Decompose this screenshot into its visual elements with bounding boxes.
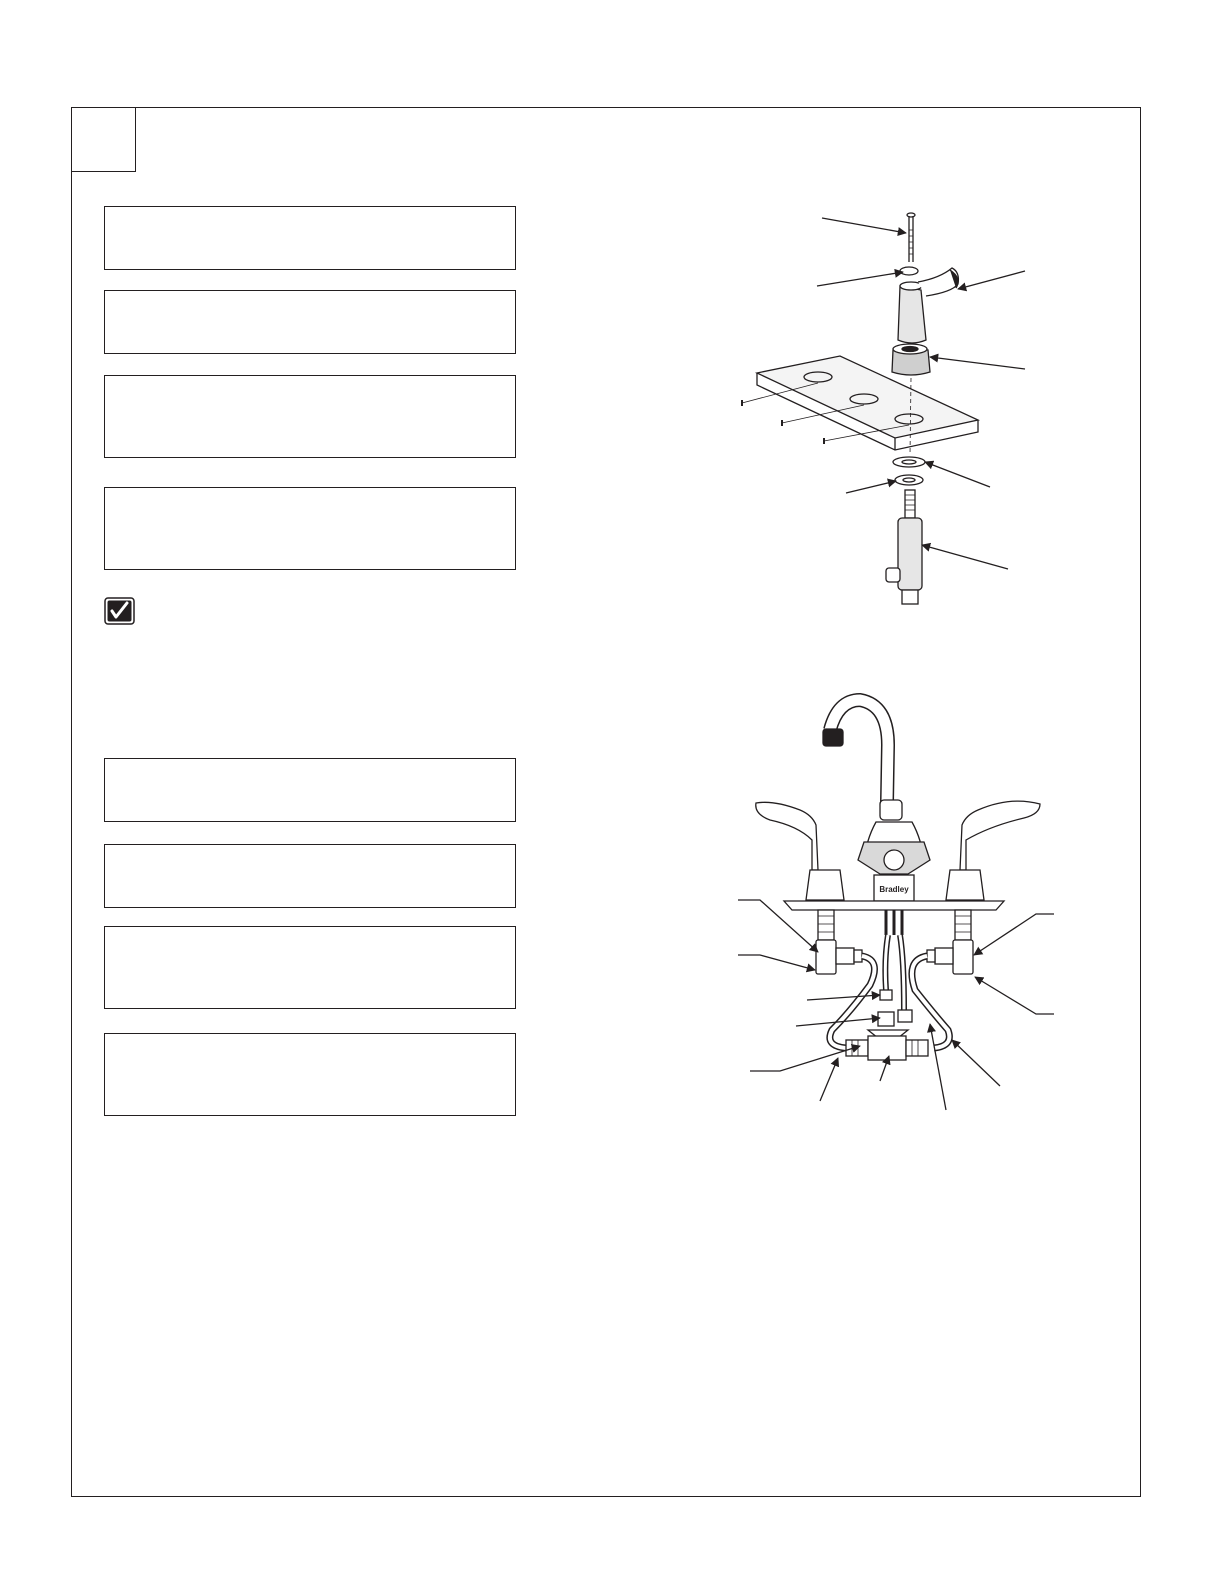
deck-plate-part (742, 356, 978, 450)
handle-part (898, 268, 958, 343)
faucet-body-part (858, 822, 930, 901)
faucet-connections-diagram (730, 690, 1070, 1120)
callout-arrows-2 (738, 900, 1054, 1110)
left-handle-part (756, 802, 862, 974)
instruction-box-4 (104, 487, 516, 570)
brand-mark: Bradley (879, 885, 909, 894)
deck-plate-part (784, 901, 1004, 910)
bonnet-part (892, 344, 930, 375)
step-number-box (71, 107, 136, 172)
instruction-box-8 (104, 1033, 516, 1116)
washer-part (893, 457, 925, 467)
instruction-box-3 (104, 375, 516, 458)
handle-assembly-diagram (730, 205, 1040, 615)
washer-top-part (900, 267, 918, 275)
instruction-box-6 (104, 844, 516, 908)
spout-part (823, 700, 902, 820)
instruction-box-5 (104, 758, 516, 822)
valve-body-part (886, 490, 922, 604)
screw-part (907, 213, 915, 262)
checkmark-icon (104, 597, 135, 625)
gasket-part (895, 475, 923, 485)
instruction-box-7 (104, 926, 516, 1009)
instruction-box-2 (104, 290, 516, 354)
instruction-box-1 (104, 206, 516, 270)
